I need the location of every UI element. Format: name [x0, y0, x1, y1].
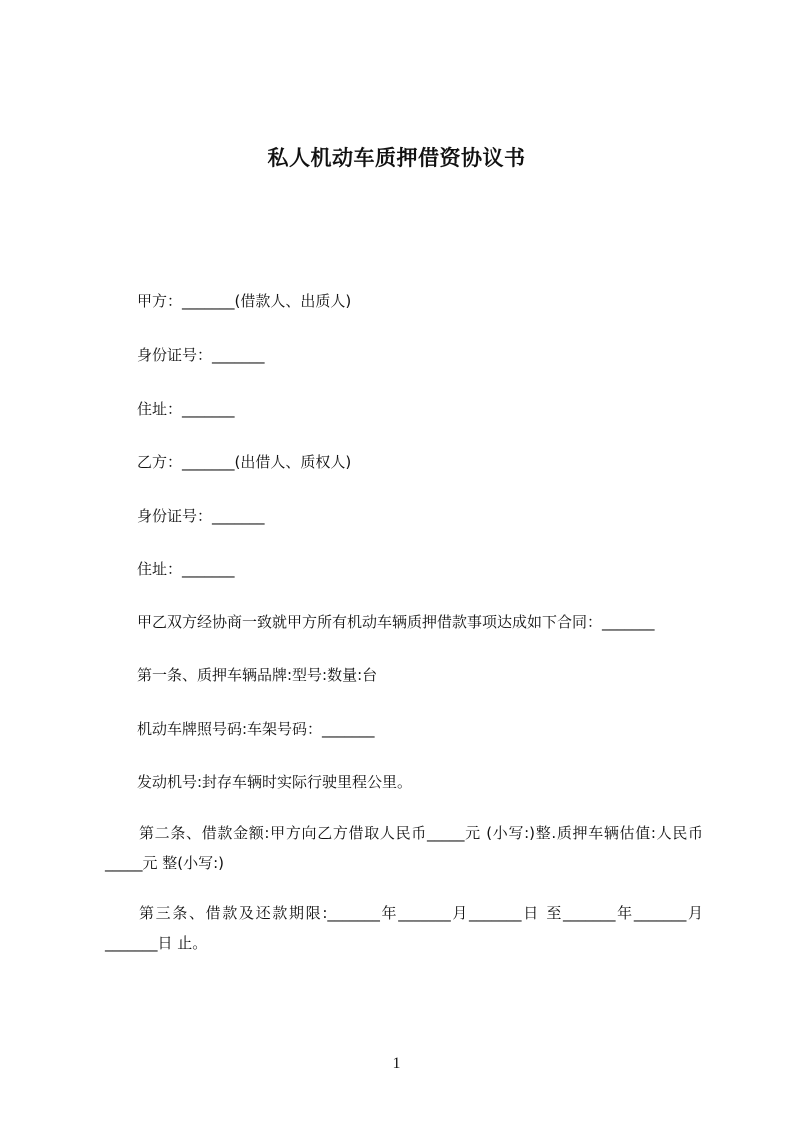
article-2-loan-amount: 第二条、借款金额:甲方向乙方借取人民币_____元 (小写:)整.质押车辆估值:人民币_____元 整(小写:) — [105, 824, 703, 872]
agreement-intro-line: 甲乙双方经协商一致就甲方所有机动车辆质押借款事项达成如下合同：_______ — [137, 613, 655, 631]
party-a-line: 甲方：_______(借款人、出质人) — [137, 292, 352, 310]
party-b-id-line: 身份证号：_______ — [137, 507, 265, 525]
page-number: 1 — [392, 1055, 401, 1072]
party-a-id-line: 身份证号：_______ — [137, 346, 265, 364]
party-b-line: 乙方：_______(出借人、质权人) — [137, 453, 352, 471]
article-1-vehicle-line: 第一条、质押车辆品牌:型号:数量:台 — [137, 666, 378, 684]
document-title: 私人机动车质押借资协议书 — [267, 146, 526, 170]
plate-frame-number-line: 机动车牌照号码:车架号码：_______ — [137, 720, 375, 738]
article-3-loan-term: 第三条、借款及还款期限:_______年_______月_______日 至_______年_______月_______日 止。 — [105, 904, 703, 952]
engine-mileage-line: 发动机号:封存车辆时实际行驶里程公里。 — [137, 773, 413, 791]
party-a-address-line: 住址：_______ — [137, 400, 235, 418]
party-b-address-line: 住址：_______ — [137, 560, 235, 578]
